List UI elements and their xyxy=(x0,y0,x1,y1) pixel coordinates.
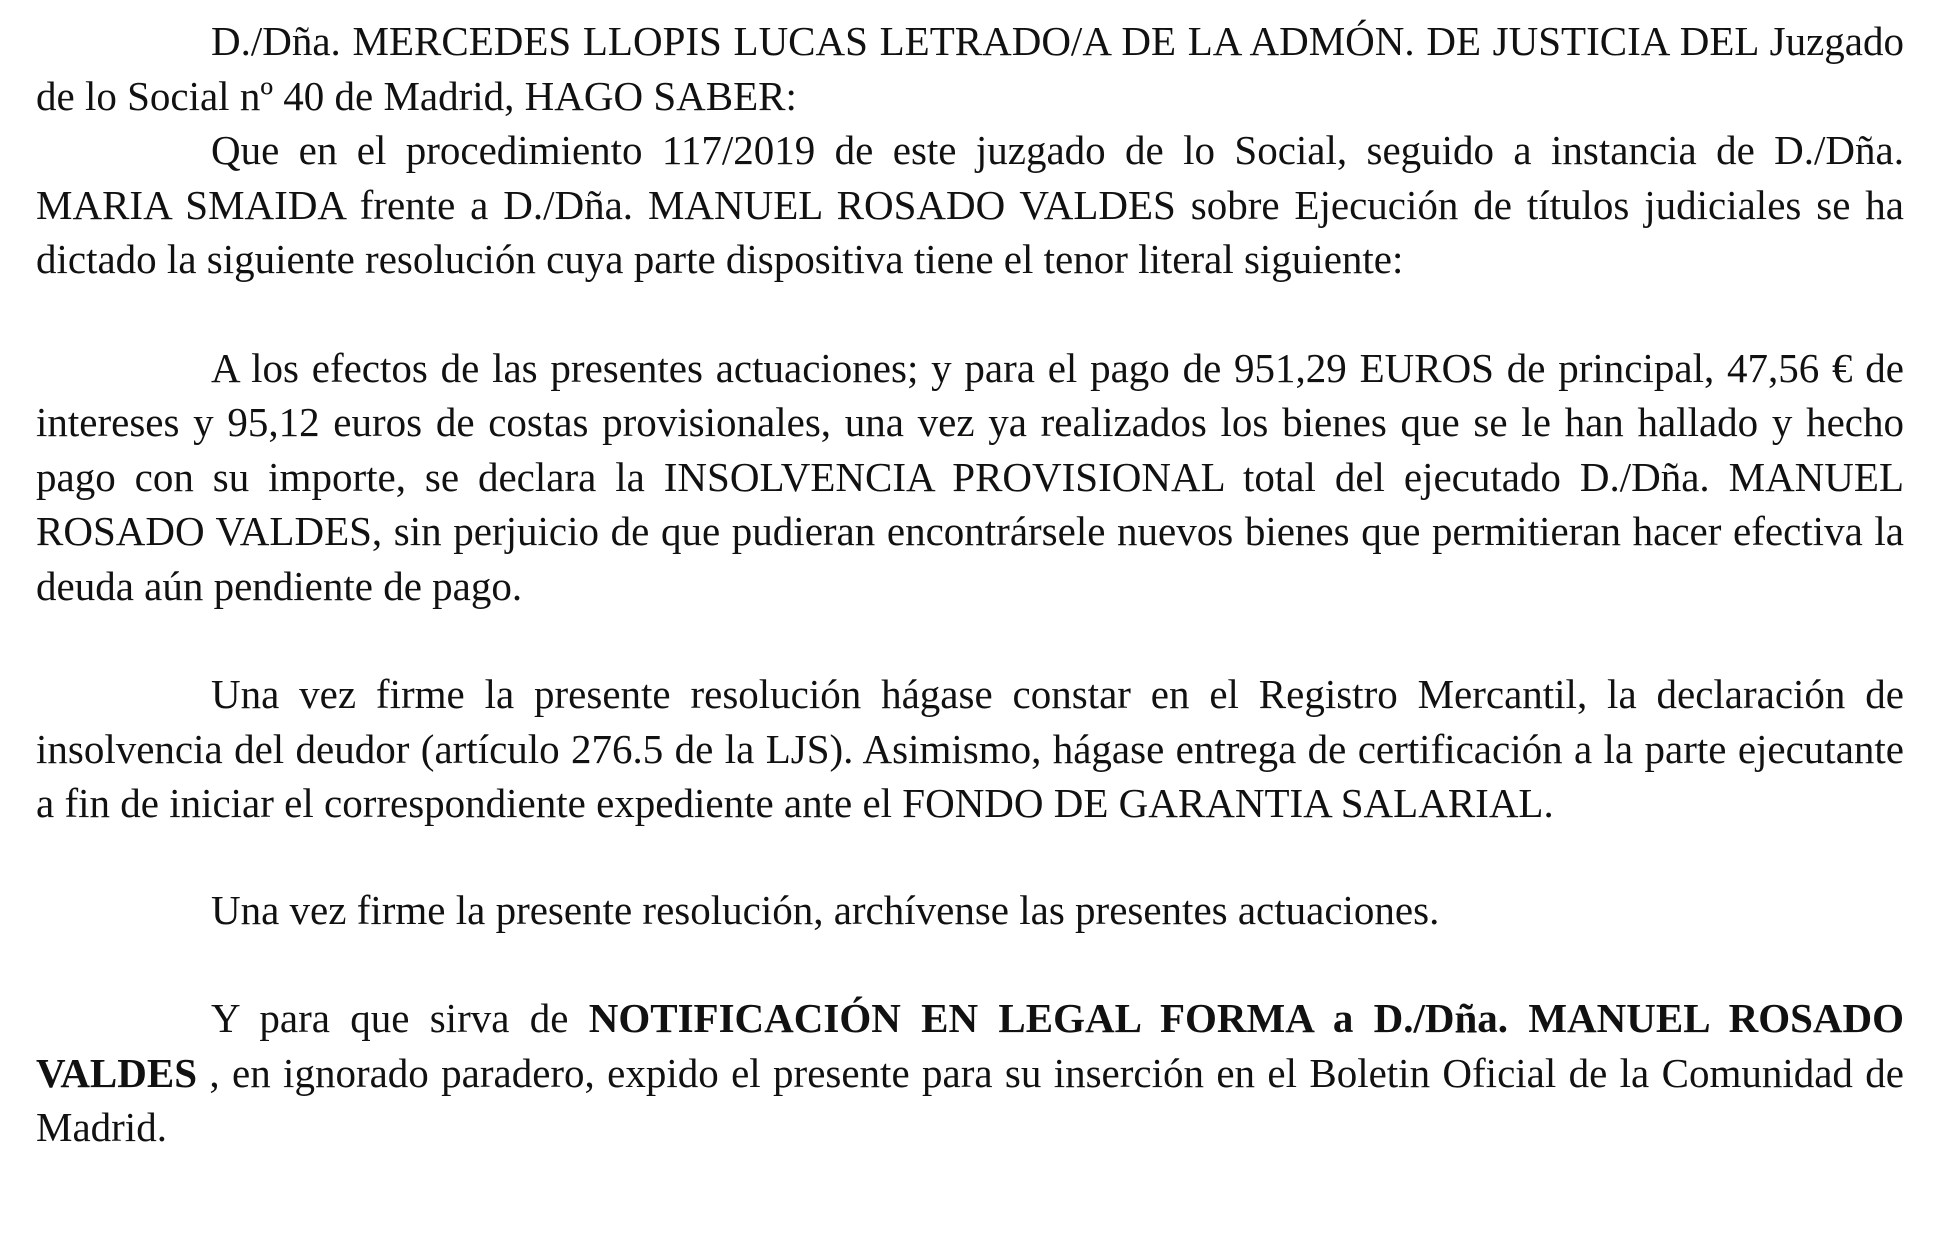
archive-paragraph: Una vez firme la presente resolución, archívense las presentes actuaciones. xyxy=(211,886,1440,933)
intro-paragraph: Que en el procedimiento 117/2019 de este juzgado de lo Social, seguido a instancia de D./Dña. MARIA SMAIDA frente a D./Dña. MANUEL ROSADO VALDES sobre Ejecución de títulos judiciales se ha dictado la siguiente resolución cuya parte dispositiva tiene el tenor literal siguiente: xyxy=(36,127,1904,282)
header-paragraph: D./Dña. MERCEDES LLOPIS LUCAS LETRADO/A DE LA ADMÓN. DE JUSTICIA DEL Juzgado de lo Social nº 40 de Madrid, HAGO SABER: xyxy=(36,18,1904,119)
paragraph-spacer xyxy=(36,831,1904,883)
registry-paragraph: Una vez firme la presente resolución hágase constar en el Registro Mercantil, la declaración de insolvencia del deudor (artículo 276.5 de la LJS). Asimismo, hágase entrega de certificación a la parte ejecutante a fin de iniciar el correspondiente expediente ante el FONDO DE GARANTIA SALARIAL. xyxy=(36,671,1904,826)
notification-bold-text: NOTIFICACIÓN EN LEGAL FORMA a D./Dña. MANUEL ROSADO VALDES xyxy=(36,995,1905,1096)
notification-lead-text: Y para que sirva de xyxy=(211,995,589,1041)
insolvency-paragraph: A los efectos de las presentes actuaciones; y para el pago de 951,29 EUROS de principal, 47,56 € de intereses y 95,12 euros de costas provisionales, una vez ya realizados los bienes que se le han hallado y hecho pago con su importe, se declara la INSOLVENCIA PROVISIONAL total del ejecutado D./Dña. MANUEL ROSADO VALDES, sin perjuicio de que pudieran encontrársele nuevos bienes que permitieran hacer efectiva la deuda aún pendiente de pago. xyxy=(36,344,1904,609)
paragraph-spacer xyxy=(36,613,1904,667)
paragraph-spacer xyxy=(36,287,1904,341)
document-page xyxy=(36,14,1904,1155)
notification-tail-text: , en ignorado paradero, expido el presente para su inserción en el Boletin Oficial de la Comunidad de Madrid. xyxy=(36,1049,1904,1150)
notification-paragraph xyxy=(36,991,1904,1155)
paragraph-spacer xyxy=(36,937,1904,991)
